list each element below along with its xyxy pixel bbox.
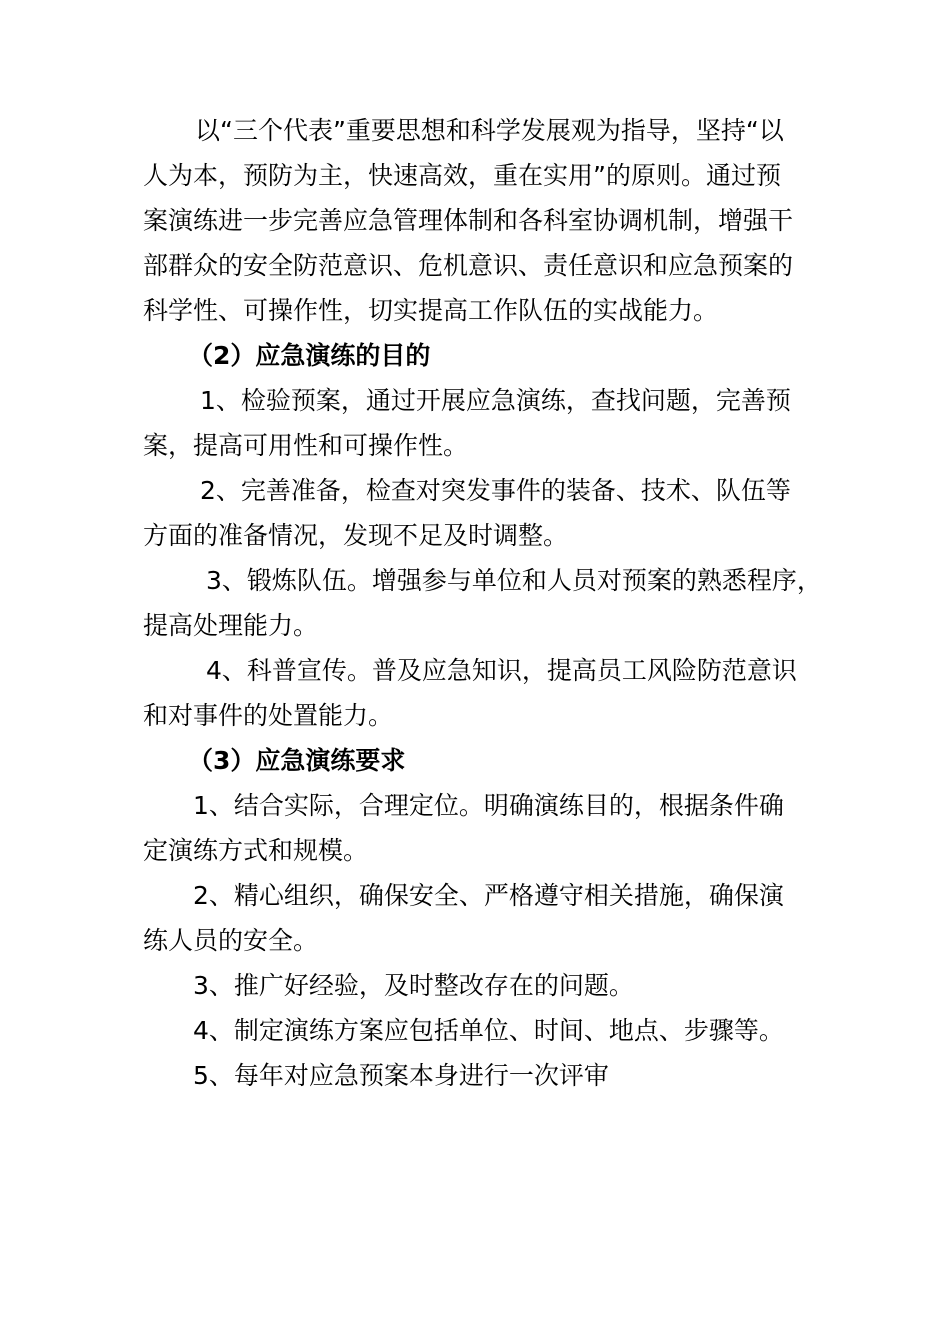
purpose-item-2-line-2: 方面的准备情况，发现不足及时调整。 (143, 521, 569, 550)
paragraph-guidance-line-2: 人为本，预防为主，快速高效，重在实用”的原则。通过预 (143, 161, 781, 190)
purpose-item-4-line-1: 4、科普宣传。普及应急知识，提高员工风险防范意识 (206, 656, 797, 685)
requirement-item-4: 4、制定演练方案应包括单位、时间、地点、步骤等。 (193, 1016, 784, 1045)
purpose-item-1-line-1: 1、检验预案，通过开展应急演练，查找问题，完善预 (200, 386, 791, 415)
requirement-item-3: 3、推广好经验，及时整改存在的问题。 (193, 971, 634, 1000)
document-body (143, 108, 822, 1098)
requirement-item-1-line-2: 定演练方式和规模。 (143, 836, 369, 865)
purpose-item-3-line-1: 3、锻炼队伍。增强参与单位和人员对预案的熟悉程序， (206, 566, 822, 595)
purpose-item-2-line-1: 2、完善准备，检查对突发事件的装备、技术、队伍等 (200, 476, 791, 505)
purpose-item-3-line-2: 提高处理能力。 (143, 611, 319, 640)
purpose-item-4-line-2: 和对事件的处置能力。 (143, 701, 394, 730)
requirement-item-2-line-2: 练人员的安全。 (143, 926, 319, 955)
paragraph-guidance-line-3: 案演练进一步完善应急管理体制和各科室协调机制，增强干 (143, 206, 794, 235)
section-heading-requirements: （3）应急演练要求 (188, 746, 406, 775)
requirement-item-1-line-1: 1、结合实际，合理定位。明确演练目的，根据条件确 (193, 791, 784, 820)
requirement-item-5: 5、每年对应急预案本身进行一次评审 (193, 1061, 609, 1090)
section-heading-purpose: （2）应急演练的目的 (188, 341, 431, 370)
paragraph-guidance-line-1: 以“三个代表”重要思想和科学发展观为指导，坚持“以 (195, 116, 784, 145)
paragraph-guidance-line-5: 科学性、可操作性，切实提高工作队伍的实战能力。 (143, 296, 719, 325)
purpose-item-1-line-2: 案，提高可用性和可操作性。 (143, 431, 469, 460)
requirement-item-2-line-1: 2、精心组织，确保安全、严格遵守相关措施，确保演 (193, 881, 784, 910)
paragraph-guidance-line-4: 部群众的安全防范意识、危机意识、责任意识和应急预案的 (143, 251, 794, 280)
